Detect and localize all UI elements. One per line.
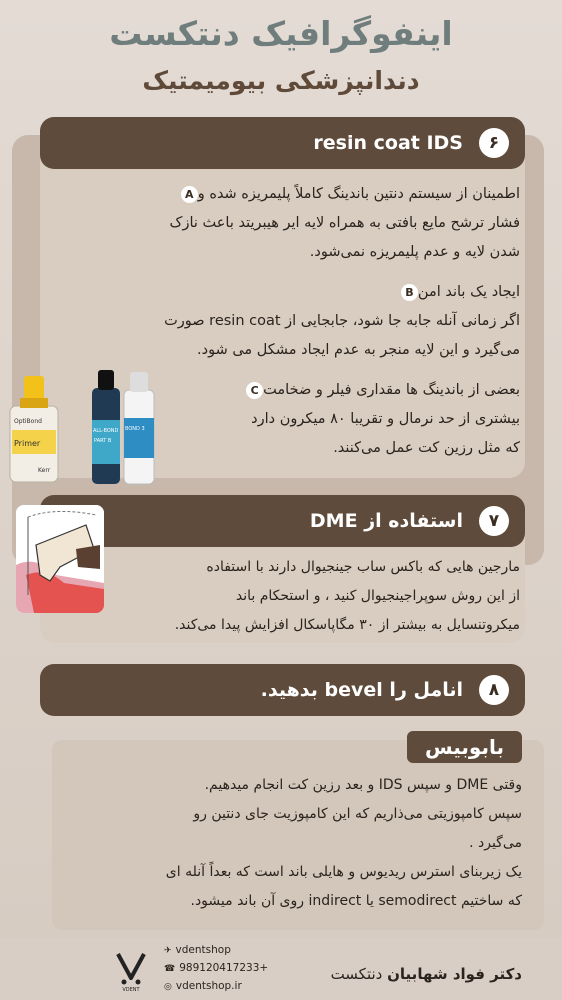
section-6-item-a bbox=[50, 180, 520, 267]
section-6-item-a-line-2: فشار ترشح مایع بافتی به همراه لایه ایر هیبریتد باعث نازک bbox=[169, 215, 520, 231]
item-marker-c: C bbox=[246, 382, 263, 399]
section-8-number: ۸ bbox=[479, 675, 509, 705]
summary-text bbox=[52, 771, 522, 916]
section-7-header bbox=[40, 495, 525, 547]
item-marker-b: B bbox=[401, 284, 418, 301]
footer-website[interactable] bbox=[164, 980, 242, 992]
section-6-item-b bbox=[50, 278, 520, 365]
bond3-label: BOND 3 bbox=[125, 426, 145, 432]
bonding-bottles-image bbox=[8, 368, 158, 486]
section-6-item-c-line-2: بیشتری از حد نرمال و تقریبا ۸۰ میکرون دارد bbox=[251, 411, 520, 427]
footer-social[interactable] bbox=[164, 944, 231, 956]
section-6-item-b-line-2: اگر زمانی آنله جابه جا شود، جابجایی از resin coat صورت bbox=[164, 313, 520, 329]
globe-icon: ◎ bbox=[164, 982, 172, 992]
summary-line-5: که ساختیم semodirect یا indirect روی آن باند میشود. bbox=[190, 893, 522, 909]
page-subtitle: دندانپزشکی بیومیمتیک bbox=[142, 66, 420, 95]
vdent-logo bbox=[110, 948, 152, 992]
footer-website-text: vdentshop.ir bbox=[175, 980, 242, 992]
footer-credit-prefix: دنتکست bbox=[330, 965, 383, 983]
section-6-item-c-line-3: که مثل رزین کت عمل می‌کنند. bbox=[333, 440, 520, 456]
dme-tooth-illustration bbox=[16, 505, 104, 613]
kerr-label: Kerr bbox=[38, 467, 51, 474]
footer-social-text: vdentshop bbox=[175, 944, 231, 956]
summary-line-3: می‌گیرد . bbox=[469, 835, 522, 851]
brand-label: VDENT bbox=[122, 987, 140, 992]
footer-phone[interactable] bbox=[164, 962, 268, 974]
allbond-label: ALL-BOND bbox=[93, 428, 119, 434]
summary-line-1: وقتی DME و سپس IDS و بعد رزین کت انجام میدهیم. bbox=[204, 777, 522, 793]
section-8-title: انامل را bevel بدهید. bbox=[260, 679, 463, 701]
section-7-line-1: مارجین هایی که باکس ساب جینجیوال دارند با استفاده bbox=[206, 559, 520, 575]
section-7-title: استفاده از DME bbox=[309, 510, 463, 532]
footer-credit-name: دکتر فواد شهابیان bbox=[387, 965, 522, 983]
partb-label: PART B bbox=[94, 438, 112, 444]
section-7-number: ۷ bbox=[479, 506, 509, 536]
section-6-item-c-line-1: بعضی از باندینگ ها مقداری فیلر و ضخامت bbox=[263, 382, 520, 398]
section-6-item-b-line-1: ایجاد یک باند امن bbox=[417, 284, 520, 300]
section-6-number: ۶ bbox=[479, 128, 509, 158]
summary-line-4: یک زیربنای استرس ریدیوس و هایلی باند است که بعداً آنله ای bbox=[165, 864, 522, 880]
section-6-item-b-line-3: می‌گیرد و این لایه منجر به عدم ایجاد مشکل می شود. bbox=[197, 342, 520, 358]
summary-tag: بابوبیس bbox=[407, 731, 522, 763]
section-6-header bbox=[40, 117, 525, 169]
section-7-line-2: از این روش سوپراجینجیوال کنید ، و استحکام باند bbox=[235, 588, 520, 604]
section-6-title: resin coat IDS bbox=[313, 132, 463, 154]
summary-line-2: سپس کامپوزیتی می‌ذاریم که این کامپوزیت جای دنتین رو bbox=[193, 806, 522, 822]
section-7-line-3: میکروتنسایل به بیشتر از ۳۰ مگاپاسکال افزایش پیدا می‌کند. bbox=[174, 617, 520, 633]
footer-credit bbox=[331, 965, 522, 983]
section-6-item-a-line-1: اطمینان از سیستم دنتین باندینگ کاملاً پلیمریزه شده و bbox=[197, 186, 520, 202]
section-8-header bbox=[40, 664, 525, 716]
section-6-item-c bbox=[190, 376, 520, 463]
section-7-text bbox=[100, 553, 520, 640]
optibond-label: OptiBond bbox=[14, 418, 42, 425]
phone-icon: ☎ bbox=[164, 964, 176, 974]
telegram-icon: ✈ bbox=[164, 946, 172, 956]
section-6-item-a-line-3: شدن لایه و عدم پلیمریزه نمی‌شود. bbox=[309, 244, 520, 260]
footer-phone-text: 989120417233+ bbox=[179, 962, 269, 974]
item-marker-a: A bbox=[181, 186, 198, 203]
primer-label: Primer bbox=[14, 439, 41, 448]
page-title: اینفوگرافیک دنتکست bbox=[109, 14, 453, 53]
